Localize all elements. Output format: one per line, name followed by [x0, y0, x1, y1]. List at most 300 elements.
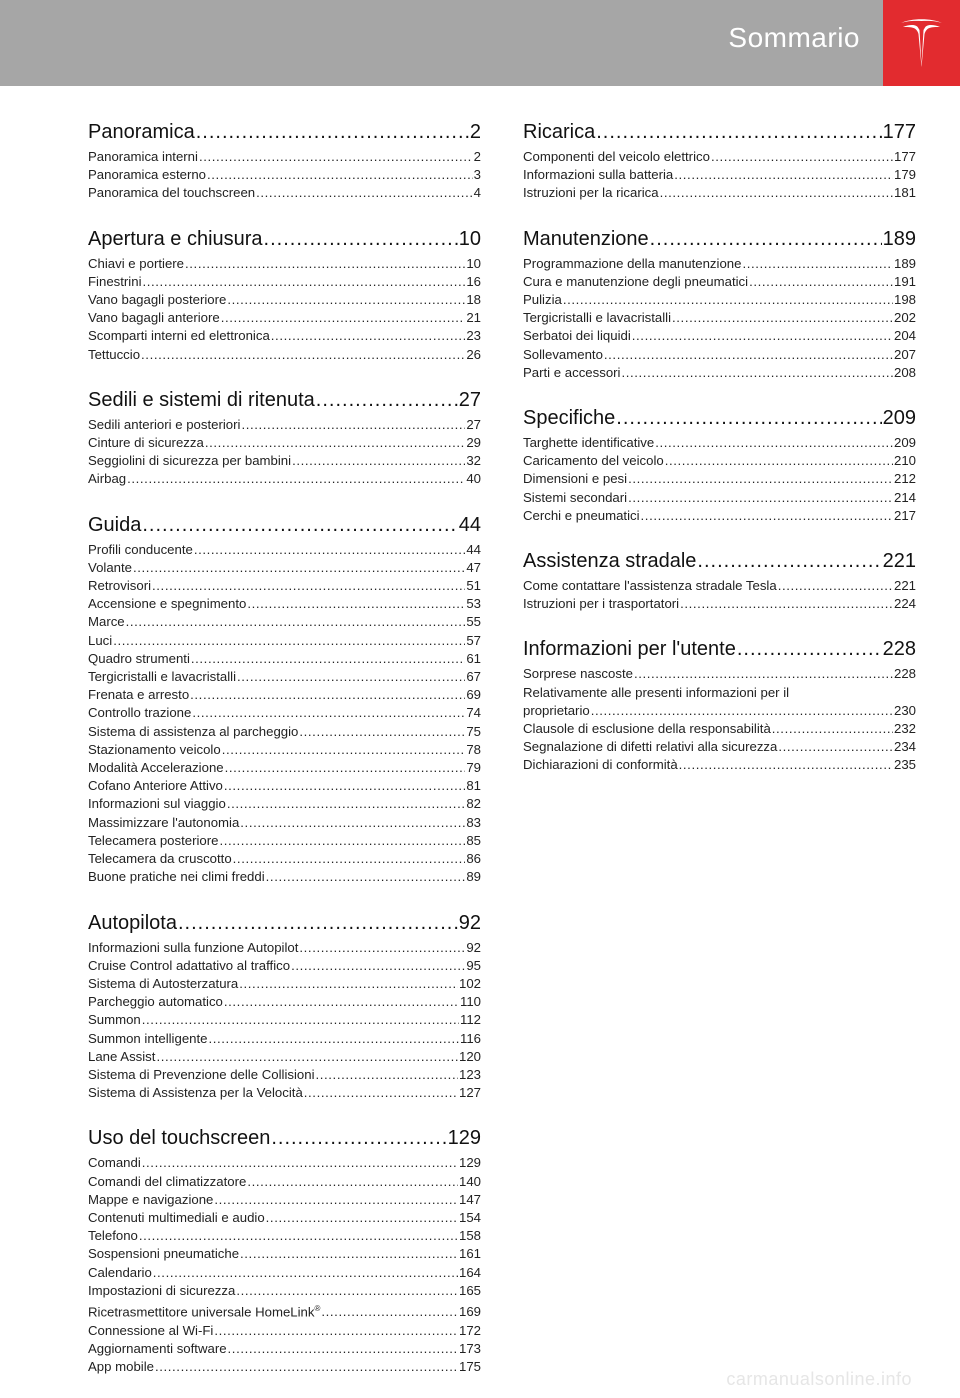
entry-label: Sedili anteriori e posteriori	[88, 416, 241, 432]
section-title: Uso del touchscreen	[88, 1127, 271, 1150]
dot-leader	[191, 650, 465, 668]
entry-label: Summon intelligente	[88, 1030, 208, 1046]
entry-label: Connessione al Wi-Fi	[88, 1322, 214, 1338]
entry-page-number: 4	[473, 185, 481, 201]
entry-page-number: 32	[466, 453, 481, 469]
entry-label: Calendario	[88, 1264, 152, 1280]
toc-entry[interactable]	[523, 364, 916, 382]
section-page-number: 92	[458, 911, 481, 934]
toc-entry[interactable]	[88, 148, 481, 166]
section-page-number: 129	[447, 1127, 481, 1150]
entry-page-number: 228	[893, 666, 916, 682]
dot-leader	[711, 148, 893, 166]
toc-entry[interactable]	[88, 814, 481, 832]
toc-entry[interactable]	[88, 668, 481, 686]
entry-page-number: 74	[466, 705, 481, 721]
toc-entry[interactable]	[523, 452, 916, 470]
dot-leader	[247, 595, 465, 613]
entry-page-number: 112	[459, 1012, 481, 1028]
dot-leader	[240, 814, 465, 832]
toc-entry[interactable]	[88, 452, 481, 470]
section-page-number: 209	[882, 407, 916, 430]
toc-entry[interactable]	[88, 346, 481, 364]
entry-label: Ricetrasmettitore universale HomeLink®	[88, 1303, 321, 1320]
entry-label: Telecamera da cruscotto	[88, 851, 232, 867]
toc-entry[interactable]	[88, 650, 481, 668]
entry-page-number: 92	[466, 939, 481, 955]
toc-entry[interactable]	[88, 1264, 481, 1282]
entry-label: Chiavi e portiere	[88, 255, 185, 271]
dot-leader	[228, 1340, 458, 1358]
entry-page-number: 67	[466, 669, 481, 685]
entry-page-number: 209	[893, 435, 916, 451]
section-title: Sedili e sistemi di ritenuta	[88, 388, 315, 411]
section-title: Apertura e chiusura	[88, 227, 263, 250]
entry-label: Airbag	[88, 471, 127, 487]
entry-label: Cruise Control adattativo al traffico	[88, 957, 291, 973]
section-title: Autopilota	[88, 911, 177, 934]
dot-leader	[227, 795, 466, 813]
toc-entry[interactable]	[88, 795, 481, 813]
toc-entry[interactable]	[523, 738, 916, 756]
toc-entry[interactable]	[88, 632, 481, 650]
entry-label: Aggiornamenti software	[88, 1340, 227, 1356]
entry-page-number: 82	[466, 796, 481, 812]
entry-label: Pulizia	[523, 292, 562, 308]
toc-entry[interactable]	[88, 850, 481, 868]
toc-entry[interactable]	[523, 148, 916, 166]
entry-label: App mobile	[88, 1358, 154, 1374]
entry-page-number: 224	[893, 596, 916, 612]
toc-entry[interactable]	[88, 416, 481, 434]
entry-label: Sistema di Autosterzatura	[88, 975, 239, 991]
entry-label: Frenata e arresto	[88, 687, 190, 703]
entry-page-number: 57	[466, 632, 481, 648]
toc-entry[interactable]	[88, 1084, 481, 1102]
entry-label: Accensione e spegnimento	[88, 596, 247, 612]
entry-label: Luci	[88, 632, 113, 648]
toc-entry[interactable]	[88, 541, 481, 559]
dot-leader	[591, 702, 893, 720]
toc-entry[interactable]	[523, 273, 916, 291]
toc-section-ricarica	[523, 118, 916, 203]
dot-leader	[563, 291, 893, 309]
dot-leader	[126, 613, 466, 631]
toc-section-heading[interactable]	[523, 118, 916, 146]
toc-left-column	[88, 118, 481, 1398]
toc-entry[interactable]	[88, 704, 481, 722]
toc-entry[interactable]	[88, 291, 481, 309]
entry-label: Sospensioni pneumatiche	[88, 1246, 240, 1262]
entry-label: Retrovisori	[88, 578, 152, 594]
toc-entry[interactable]	[88, 832, 481, 850]
entry-page-number: 110	[459, 994, 481, 1010]
entry-label: Istruzioni per la ricarica	[523, 185, 659, 201]
toc-entry[interactable]	[88, 759, 481, 777]
toc-entry[interactable]	[523, 166, 916, 184]
toc-entry[interactable]	[88, 1209, 481, 1227]
entry-label: Caricamento del veicolo	[523, 453, 664, 469]
entry-page-number: 202	[893, 310, 916, 326]
toc-section-assistenza-stradale	[523, 547, 916, 613]
toc-entry[interactable]	[523, 489, 916, 507]
entry-label: Informazioni sulla funzione Autopilot	[88, 939, 299, 955]
dot-leader	[316, 1066, 458, 1084]
entry-label: Volante	[88, 559, 132, 575]
dot-leader	[266, 868, 466, 886]
dot-leader	[190, 686, 465, 704]
entry-page-number: 177	[893, 149, 916, 164]
toc-section-manutenzione	[523, 225, 916, 382]
entry-page-number: 55	[466, 614, 481, 630]
entry-label: Contenuti multimediali e audio	[88, 1209, 265, 1225]
dot-leader	[264, 225, 458, 253]
toc-entry[interactable]	[523, 507, 916, 525]
toc-entry[interactable]	[523, 756, 916, 774]
entry-page-number: 212	[893, 471, 916, 487]
dot-leader	[247, 1173, 458, 1191]
dot-leader	[214, 1322, 458, 1340]
entry-page-number: 175	[458, 1358, 481, 1374]
toc-section-heading[interactable]	[523, 635, 916, 663]
entry-label: Come contattare l'assistenza stradale Tesla	[523, 578, 777, 594]
entry-page-number: 81	[466, 778, 481, 794]
toc-entry[interactable]	[88, 1245, 481, 1263]
entry-page-number: 204	[893, 328, 916, 344]
toc-entry[interactable]	[88, 1191, 481, 1209]
dot-leader	[236, 1282, 458, 1300]
entry-label: Tettuccio	[88, 346, 141, 362]
entry-page-number: 127	[458, 1085, 481, 1101]
dot-leader	[239, 975, 458, 993]
dot-leader	[142, 1154, 458, 1172]
toc-entry[interactable]	[88, 434, 481, 452]
dot-leader	[224, 777, 465, 795]
entry-label: Sistemi secondari	[523, 489, 628, 505]
entry-page-number: 189	[893, 255, 916, 271]
entry-label: Modalità Accelerazione	[88, 760, 224, 776]
dot-leader	[153, 1264, 458, 1282]
entry-label: Parcheggio automatico	[88, 994, 223, 1010]
toc-entry[interactable]	[88, 741, 481, 759]
entry-label: Componenti del veicolo elettrico	[523, 149, 710, 164]
entry-page-number: 120	[458, 1048, 481, 1064]
entry-page-number: 198	[893, 292, 916, 308]
toc-entry[interactable]	[88, 559, 481, 577]
toc-entry[interactable]	[523, 720, 916, 738]
toc-entry[interactable]	[88, 1048, 481, 1066]
entry-page-number: 27	[466, 416, 481, 432]
dot-leader	[632, 327, 893, 345]
entry-page-number: 116	[459, 1030, 481, 1046]
entry-label: Sorprese nascoste	[523, 666, 633, 682]
toc-entry[interactable]	[88, 595, 481, 613]
section-page-number: 177	[882, 121, 916, 143]
section-title: Ricarica	[523, 121, 596, 143]
section-title: Specifiche	[523, 407, 616, 430]
entry-label: Seggiolini di sicurezza per bambini	[88, 453, 292, 469]
entry-page-number: 154	[458, 1209, 481, 1225]
dot-leader	[185, 255, 465, 273]
entry-page-number: 173	[458, 1340, 481, 1356]
entry-label: Informazioni sulla batteria	[523, 167, 674, 183]
toc-section-heading[interactable]	[523, 404, 916, 432]
dot-leader	[304, 1084, 458, 1102]
dot-leader	[194, 541, 465, 559]
entry-label: Summon	[88, 1012, 141, 1028]
dot-leader	[241, 416, 465, 434]
toc-entry[interactable]	[88, 975, 481, 993]
toc-entry[interactable]	[88, 613, 481, 631]
entry-label: Quadro strumenti	[88, 650, 190, 666]
entry-label: Impostazioni di sicurezza	[88, 1282, 236, 1298]
dot-leader	[316, 386, 458, 414]
dot-leader	[596, 118, 881, 146]
entry-label: Comandi	[88, 1155, 141, 1171]
toc-section-heading[interactable]	[88, 118, 481, 146]
toc-entry[interactable]	[88, 1227, 481, 1245]
entry-label: Telefono	[88, 1228, 138, 1244]
dot-leader	[205, 434, 466, 452]
entry-page-number: 95	[466, 957, 481, 973]
entry-label: Targhette identificative	[523, 435, 655, 451]
entry-page-number: 53	[466, 596, 481, 612]
toc-entry[interactable]	[523, 309, 916, 327]
watermark: carmanualsonline.info	[726, 1369, 912, 1389]
toc-section-heading[interactable]	[88, 225, 481, 253]
entry-label: Scomparti interni ed elettronica	[88, 328, 270, 344]
toc-entry[interactable]	[523, 665, 916, 683]
entry-page-number: 214	[893, 489, 916, 505]
toc-entry[interactable]	[88, 777, 481, 795]
toc-section-apertura-e-chiusura	[88, 225, 481, 364]
entry-page-number: 102	[458, 975, 481, 991]
dot-leader	[233, 850, 466, 868]
dot-leader	[224, 993, 459, 1011]
toc-section-heading[interactable]	[88, 1124, 481, 1152]
toc-right-column	[523, 118, 916, 797]
toc-entry[interactable]	[88, 184, 481, 202]
entry-label: Telecamera posteriore	[88, 832, 219, 848]
entry-page-number: 235	[893, 757, 916, 773]
toc-entry[interactable]	[88, 939, 481, 957]
entry-label: Informazioni sul viaggio	[88, 796, 226, 812]
dot-leader	[156, 1048, 458, 1066]
entry-page-number: 172	[458, 1322, 481, 1338]
toc-entry[interactable]	[88, 1066, 481, 1084]
toc-section-heading[interactable]	[88, 511, 481, 539]
dot-leader	[113, 632, 465, 650]
dot-leader	[214, 1191, 458, 1209]
entry-page-number: 16	[466, 273, 481, 289]
toc-entry[interactable]	[88, 255, 481, 273]
entry-page-number: 23	[466, 328, 481, 344]
dot-leader	[672, 309, 893, 327]
entry-label: Marce	[88, 614, 125, 630]
toc-entry[interactable]	[88, 1300, 481, 1322]
toc-entry[interactable]	[88, 957, 481, 975]
entry-page-number: 158	[458, 1228, 481, 1244]
dot-leader	[674, 166, 893, 184]
section-page-number: 228	[882, 638, 916, 661]
section-page-number: 10	[458, 227, 481, 250]
toc-entry[interactable]	[88, 166, 481, 184]
entry-label: Buone pratiche nei climi freddi	[88, 869, 265, 885]
toc-entry[interactable]	[88, 1282, 481, 1300]
entry-label: Cura e manutenzione degli pneumatici	[523, 273, 749, 289]
toc-entry[interactable]	[88, 1154, 481, 1172]
entry-label: Segnalazione di difetti relativi alla sicurezza	[523, 739, 778, 755]
entry-page-number: 69	[466, 687, 481, 703]
dot-leader	[679, 756, 893, 774]
toc-entry[interactable]	[88, 1173, 481, 1191]
logo-box	[883, 0, 960, 86]
entry-page-number: 234	[893, 739, 916, 755]
entry-page-number: 169	[458, 1304, 481, 1320]
dot-leader	[291, 957, 465, 975]
section-page-number: 189	[882, 227, 916, 250]
toc-entry[interactable]	[88, 1358, 481, 1376]
toc-entry[interactable]	[88, 327, 481, 345]
entry-page-number: 208	[893, 364, 916, 380]
toc-entry[interactable]	[523, 291, 916, 309]
entry-page-number: 147	[458, 1191, 481, 1207]
entry-label: Programmazione della manutenzione	[523, 255, 742, 271]
entry-page-number: 181	[893, 185, 916, 201]
toc-entry[interactable]	[88, 723, 481, 741]
dot-leader	[742, 255, 893, 273]
dot-leader	[628, 489, 893, 507]
dot-leader	[628, 470, 893, 488]
entry-page-number: 79	[466, 760, 481, 776]
toc-section-heading[interactable]	[523, 225, 916, 253]
toc-entry[interactable]	[523, 434, 916, 452]
entry-page-number: 61	[466, 650, 481, 666]
entry-page-number: 21	[466, 310, 481, 326]
page-title: Sommario	[728, 22, 860, 53]
entry-page-number: 47	[466, 559, 481, 575]
dot-leader	[207, 166, 473, 184]
toc-entry[interactable]	[88, 1340, 481, 1358]
dot-leader	[271, 1124, 446, 1152]
dot-leader	[778, 738, 893, 756]
toc-entry[interactable]	[88, 993, 481, 1011]
entry-page-number: 221	[893, 578, 916, 594]
dot-leader	[178, 909, 458, 937]
section-title: Manutenzione	[523, 227, 649, 250]
dot-leader	[142, 511, 457, 539]
toc-section-specifiche	[523, 404, 916, 525]
dot-leader	[299, 723, 465, 741]
entry-label: Istruzioni per i trasportatori	[523, 596, 680, 612]
dot-leader	[266, 1209, 458, 1227]
toc-entry[interactable]	[523, 702, 916, 720]
toc-section-autopilota	[88, 909, 481, 1103]
toc-section-heading[interactable]	[523, 547, 916, 575]
dot-leader	[221, 309, 466, 327]
entry-page-number: 207	[893, 346, 916, 362]
entry-page-number: 29	[466, 435, 481, 451]
dot-leader	[641, 507, 893, 525]
dot-leader	[772, 720, 893, 738]
toc-section-uso-del-touchscreen	[88, 1124, 481, 1376]
dot-leader	[141, 346, 465, 364]
toc-section-heading[interactable]	[88, 386, 481, 414]
section-page-number: 27	[458, 388, 481, 411]
toc-section-heading[interactable]	[88, 909, 481, 937]
dot-leader	[237, 668, 465, 686]
toc-entry[interactable]	[88, 470, 481, 488]
entry-page-number: 86	[466, 851, 481, 867]
toc-entry[interactable]	[88, 868, 481, 886]
entry-page-number: 179	[893, 167, 916, 183]
toc-entry[interactable]	[88, 686, 481, 704]
entry-label: Vano bagagli anteriore	[88, 310, 220, 326]
toc-entry[interactable]	[523, 595, 916, 613]
toc-entry[interactable]	[523, 577, 916, 595]
section-title: Assistenza stradale	[523, 550, 697, 573]
entry-label: Clausole di esclusione della responsabilità	[523, 721, 771, 737]
toc-entry[interactable]	[88, 309, 481, 327]
toc-entry[interactable]	[88, 1030, 481, 1048]
entry-label: Panoramica interni	[88, 149, 198, 164]
dot-leader	[225, 759, 466, 777]
entry-label: Serbatoi dei liquidi	[523, 328, 631, 344]
entry-page-number: 51	[466, 578, 481, 594]
dot-leader	[650, 225, 882, 253]
toc-entry-label-line: Relativamente alle presenti informazioni per il	[523, 684, 790, 700]
entry-label: Comandi del climatizzatore	[88, 1173, 247, 1189]
entry-label: Cofano Anteriore Attivo	[88, 778, 223, 794]
section-title: Panoramica	[88, 121, 195, 143]
dot-leader	[634, 665, 893, 683]
section-title: Guida	[88, 513, 142, 536]
entry-label: Mappe e navigazione	[88, 1191, 214, 1207]
dot-leader	[616, 404, 881, 432]
dot-leader	[321, 1303, 458, 1321]
entry-label: Panoramica del touchscreen	[88, 185, 256, 201]
entry-label: Panoramica esterno	[88, 167, 207, 183]
toc-entry[interactable]	[523, 346, 916, 364]
section-title: Informazioni per l'utente	[523, 638, 736, 661]
entry-page-number: 75	[466, 723, 481, 739]
entry-label: Stazionamento veicolo	[88, 741, 221, 757]
dot-leader	[155, 1358, 458, 1376]
entry-page-number: 165	[458, 1282, 481, 1298]
dot-leader	[680, 595, 893, 613]
toc-entry[interactable]	[523, 255, 916, 273]
toc-entry[interactable]	[88, 1011, 481, 1029]
dot-leader	[142, 1011, 459, 1029]
toc-entry[interactable]	[523, 327, 916, 345]
toc-entry[interactable]	[523, 470, 916, 488]
entry-label: Finestrini	[88, 273, 142, 289]
dot-leader	[621, 364, 893, 382]
entry-page-number: 44	[466, 541, 481, 557]
toc-section-panoramica	[88, 118, 481, 203]
entry-page-number: 40	[466, 471, 481, 487]
entry-label: Lane Assist	[88, 1048, 156, 1064]
toc-entry[interactable]	[88, 1322, 481, 1340]
toc-section-informazioni-per-l-utente	[523, 635, 916, 774]
toc-entry[interactable]	[88, 273, 481, 291]
toc-entry[interactable]	[88, 577, 481, 595]
entry-page-number: 191	[893, 273, 916, 289]
entry-label: Sistema di assistenza al parcheggio	[88, 723, 299, 739]
entry-page-number: 129	[458, 1155, 481, 1171]
dot-leader	[192, 704, 465, 722]
toc-entry[interactable]	[523, 184, 916, 202]
